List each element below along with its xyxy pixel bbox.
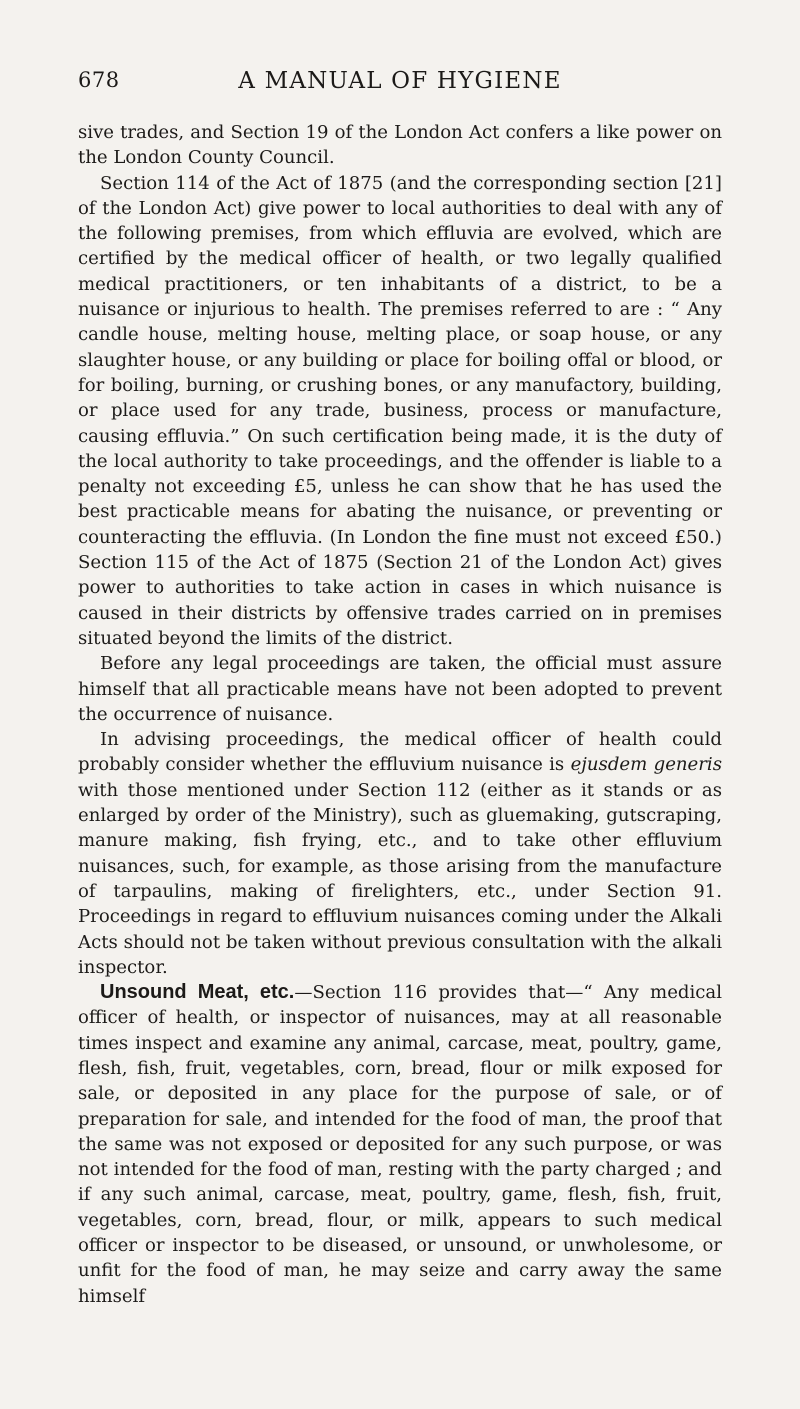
paragraph-text: —Section 116 provides that—“ Any medical officer of health, or inspector of nuisances, may at all reasonable times inspect and examine any animal, carcase, meat, poultry, game, flesh, fish, fruit, vegetables, corn, bread, flour or milk exposed for sale, or deposited in any place for the purpose of sale, or of preparation for sale, and intended for the food of man, the proof that the same was not exposed or deposited for any such purpose, or was not intended for the food of man, resting with the party charged ; and if any such animal, carcase, meat, poultry, game, flesh, fish, fruit, vegetables, corn, bread, flour, or milk, appears to such medical officer or inspector to be diseased, or unsound, or unwholesome, or unfit for the food of man, he may seize and carry away the same himself xyxy=(78,982,722,1307)
paragraph-text: with those mentioned under Section 112 (either as it stands or as enlarged by order of the Ministry), such as gluemaking, gutscraping, manure making, fish frying, etc., and to take other effluvium nuisances, such, for example, as those arising from the manufacture of tarpaulins, making of firelighters, etc., under Section 91. Proceedings in regard to effluvium nuisances coming under the Alkali Acts should not be taken without previous consultation with the alkali inspector. xyxy=(78,779,722,978)
paragraph xyxy=(78,727,722,980)
running-title: A MANUAL OF HYGIENE xyxy=(238,68,562,94)
page-number: 678 xyxy=(78,68,120,92)
paragraph: Before any legal proceedings are taken, the official must assure himself that all practicable means have not been adopted to prevent the occurrence of nuisance. xyxy=(78,653,722,725)
body-text xyxy=(78,120,722,1309)
paragraph: Section 114 of the Act of 1875 (and the corresponding section [21] of the London Act) give power to local authorities to deal with any of the following premises, from which effluvia are evolved, which are certified by the medical officer of health, or two legally qualified medical practitioners, or ten inhabitants of a district, to be a nuisance or injurious to health. The premises referred to are : “ Any candle house, melting house, melting place, or soap house, or any slaughter house, or any building or place for boiling offal or blood, or for boiling, burning, or crushing bones, or any manufactory, building, or place used for any trade, business, process or manufacture, causing effluvia.” On such certification being made, it is the duty of the local authority to take proceedings, and the offender is liable to a penalty not exceeding £5, unless he can show that he has used the best practicable means for abating the nuisance, or preventing or counteracting the effluvia. (In London the fine must not exceed £50.) Section 115 of the Act of 1875 (Section 21 of the London Act) gives power to authorities to take action in cases in which nuisance is caused in their districts by offensive trades carried on in premises situated beyond the limits of the district. xyxy=(78,172,722,649)
paragraph-text: In advising proceedings, the medical officer of health could probably consider whether the effluvium nuisance is xyxy=(78,729,722,776)
paragraph xyxy=(78,980,722,1309)
italic-phrase: ejusdem generis xyxy=(570,754,722,776)
section-heading: Unsound Meat, etc. xyxy=(100,981,295,1004)
page-header xyxy=(78,68,722,108)
paragraph: sive trades, and Section 19 of the London Act confers a like power on the London County Council. xyxy=(78,122,722,169)
